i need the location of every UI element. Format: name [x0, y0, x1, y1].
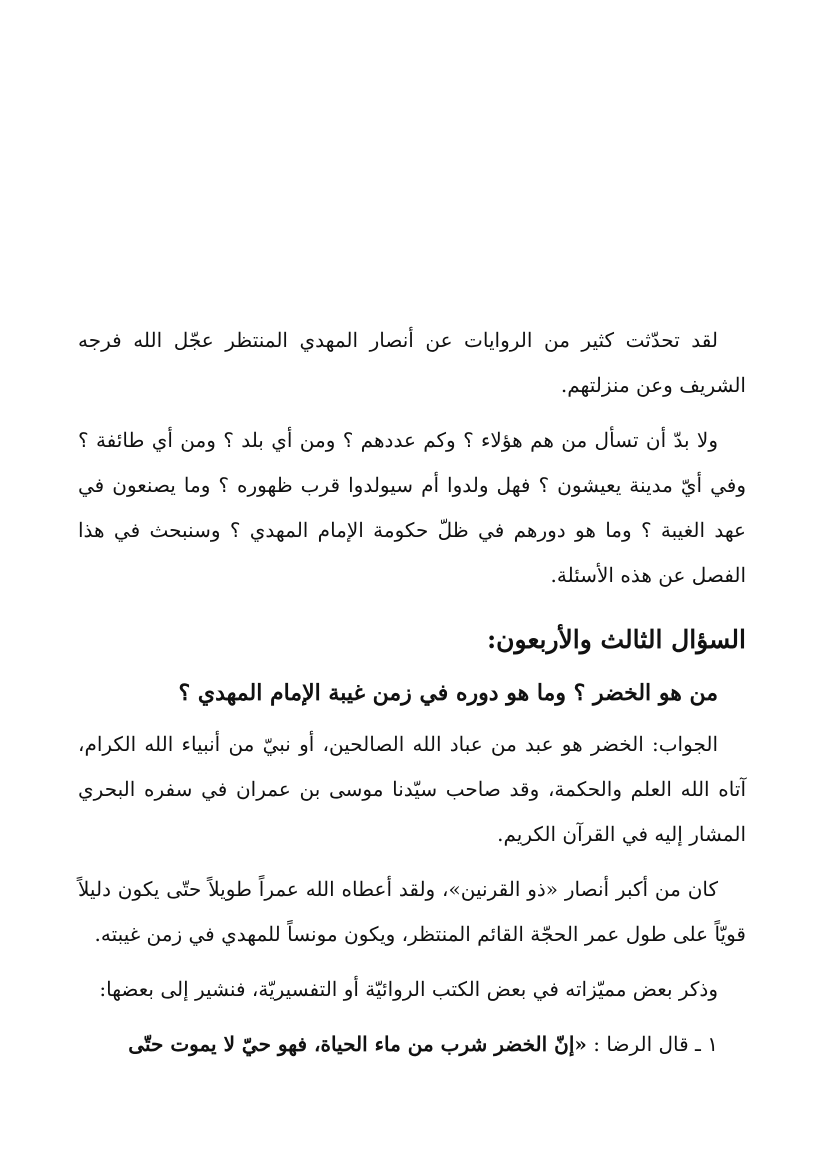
answer-paragraph: الجواب: الخضر هو عبد من عباد الله الصالحين، أو نبيّ من أنبياء الله الكرام، آتاه الله العلم والحكمة، وقد صاحب سيّدنا موسى بن عمران في سفره البحري المشار إليه في القرآن الكريم.	[78, 732, 746, 846]
narration-paragraph	[78, 1022, 746, 1067]
section-heading: السؤال الثالث والأربعون:	[486, 625, 746, 654]
narration-quote: «إنّ الخضر شرب من ماء الحياة، فهو حيّ لا يموت حتّى	[128, 1032, 587, 1056]
intro-paragraph: لقد تحدّثت كثير من الروايات عن أنصار المهدي المنتظر عجّل الله فرجه الشريف وعن منزلتهم.	[78, 328, 746, 397]
question-title: من هو الخضر ؟ وما هو دوره في زمن غيبة الإمام المهدي ؟	[178, 680, 718, 706]
features-intro-paragraph: وذكر بعض مميّزاته في بعض الكتب الروائيّة أو التفسيريّة، فنشير إلى بعضها:	[99, 977, 718, 1001]
dhul-qarnayn-paragraph: كان من أكبر أنصار «ذو القرنين»، ولقد أعطاه الله عمراً طويلاً حتّى يكون دليلاً قويّاً على طول عمر الحجّة القائم المنتظر، ويكون مونساً للمهدي في زمن غيبته.	[78, 877, 746, 946]
questions-paragraph: ولا بدّ أن تسأل من هم هؤلاء ؟ وكم عددهم ؟ ومن أي بلد ؟ ومن أي طائفة ؟ وفي أيّ مدينة يعيشون ؟ فهل ولدوا أم سيولدوا قرب ظهوره ؟ وما يصنعون في عهد الغيبة ؟ وما هو دورهم في ظلّ حكومة الإمام المهدي ؟ وسنبحث في هذا الفصل عن هذه الأسئلة.	[78, 428, 746, 587]
page-body	[78, 318, 746, 1067]
narration-label: ١ ـ قال الرضا :	[593, 1032, 718, 1056]
